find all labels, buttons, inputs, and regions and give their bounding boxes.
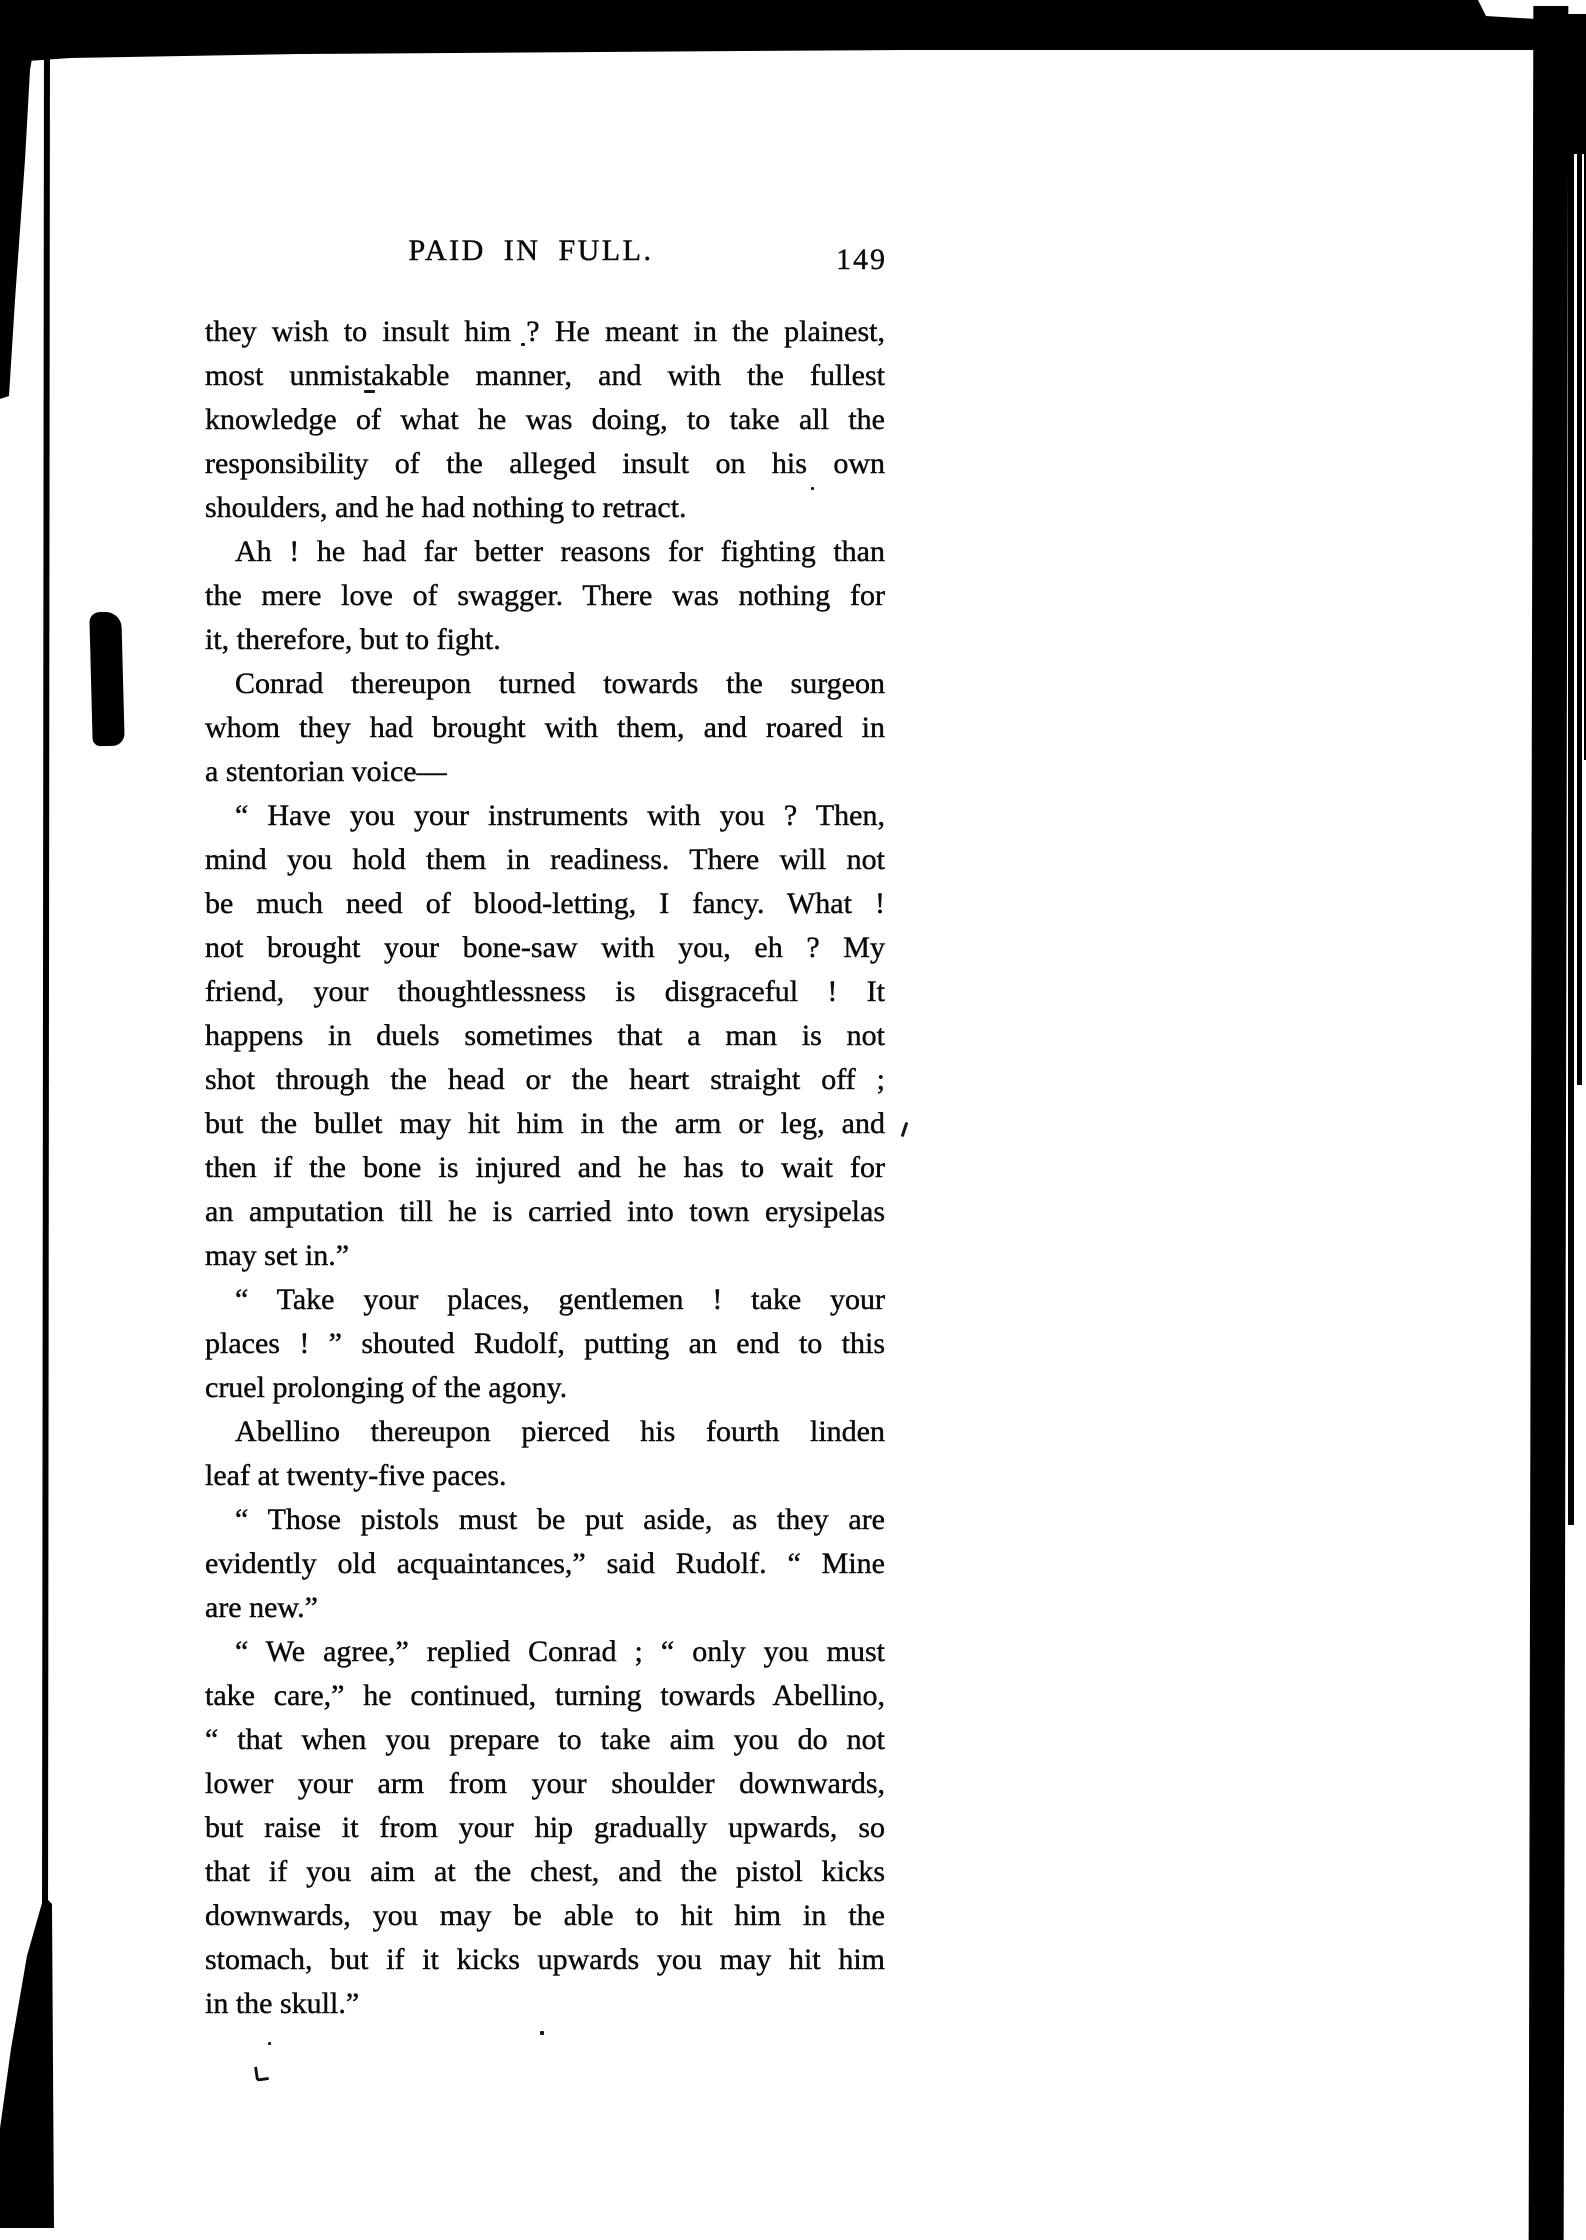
scan-edge-right-stripe (1577, 35, 1582, 1085)
text-line: shoulders, and he had nothing to retract. (205, 491, 687, 524)
text-line: “ We agree,” replied Conrad ; “ only you must (235, 1635, 885, 1668)
text-line: Conrad thereupon turned towards the surgeon (235, 667, 885, 700)
text-line: in the skull.” (205, 1987, 360, 2020)
scan-speck (268, 2042, 271, 2045)
text-line: a stentorian voice— (205, 755, 447, 788)
text-line: cruel prolonging of the agony. (205, 1371, 568, 1404)
text-line: downwards, you may be able to hit him in the (205, 1899, 885, 1932)
text-line: friend, your thoughtlessness is disgraceful ! It (205, 975, 885, 1008)
text-line: lower your arm from your shoulder downwards, (205, 1767, 885, 1800)
ink-blot-left-margin (89, 612, 124, 747)
text-line: “ that when you prepare to take aim you do not (205, 1723, 885, 1756)
text-line: evidently old acquaintances,” said Rudolf. “ Mine (205, 1547, 885, 1580)
scan-edge-left-line (42, 52, 50, 1908)
text-line: but the bullet may hit him in the arm or leg, and (205, 1107, 885, 1140)
text-line: take care,” he continued, turning towards Abellino, (205, 1679, 885, 1712)
text-line: an amputation till he is carried into town erysipelas (205, 1195, 885, 1228)
scan-edge-right-stripe (1568, 25, 1574, 1525)
text-line: shot through the head or the heart straight off ; (205, 1063, 885, 1096)
paragraph (205, 310, 885, 530)
text-line: Abellino thereupon pierced his fourth linden (235, 1415, 885, 1448)
text-line: the mere love of swagger. There was nothing for (205, 579, 885, 612)
paragraph (205, 1278, 885, 1410)
text-line: may set in.” (205, 1239, 350, 1272)
paragraph (205, 530, 885, 662)
text-line: happens in duels sometimes that a man is not (205, 1019, 885, 1052)
text-line: “ Those pistols must be put aside, as they are (235, 1503, 885, 1536)
text-line: then if the bone is injured and he has to wait for (205, 1151, 885, 1184)
text-line: “ Have you your instruments with you ? Then, (235, 799, 885, 832)
text-line: be much need of blood-letting, I fancy. What ! (205, 887, 885, 920)
paragraph (205, 1630, 885, 2026)
text-line: responsibility of the alleged insult on his own (205, 447, 885, 480)
text-line: that if you aim at the chest, and the pistol kicks (205, 1855, 885, 1888)
text-line: not brought your bone-saw with you, eh ? My (205, 931, 885, 964)
paragraph (205, 1410, 885, 1498)
scan-speck (901, 1122, 908, 1137)
text-block (205, 310, 885, 2026)
text-line: “ Take your places, gentlemen ! take your (235, 1283, 885, 1316)
text-line: most unmistakable manner, and with the fullest (205, 359, 885, 392)
text-line: leaf at twenty-five paces. (205, 1459, 507, 1492)
text-line: are new.” (205, 1591, 318, 1624)
scan-edge-top (0, 0, 1586, 64)
paragraph (205, 794, 885, 1278)
scan-edge-right-band (1529, 6, 1569, 2240)
running-title: PAID IN FULL. (408, 234, 654, 267)
text-line: it, therefore, but to fight. (205, 623, 501, 656)
text-line: Ah ! he had far better reasons for fighting than (235, 535, 885, 568)
text-line: stomach, but if it kicks upwards you may hit him (205, 1943, 885, 1976)
text-line: whom they had brought with them, and roared in (205, 711, 885, 744)
text-line: they wish to insult him ? He meant in the plainest, (205, 315, 885, 348)
paragraph (205, 662, 885, 794)
text-line: but raise it from your hip gradually upwards, so (205, 1811, 885, 1844)
text-line: mind you hold them in readiness. There will not (205, 843, 885, 876)
text-line: places ! ” shouted Rudolf, putting an end to this (205, 1327, 885, 1360)
scan-speck (254, 2065, 269, 2082)
page-number: 149 (836, 243, 887, 276)
scan-speck (540, 2031, 544, 2035)
text-line: knowledge of what he was doing, to take all the (205, 403, 885, 436)
scan-blot-bottom-left (0, 1896, 56, 2228)
paragraph (205, 1498, 885, 1630)
